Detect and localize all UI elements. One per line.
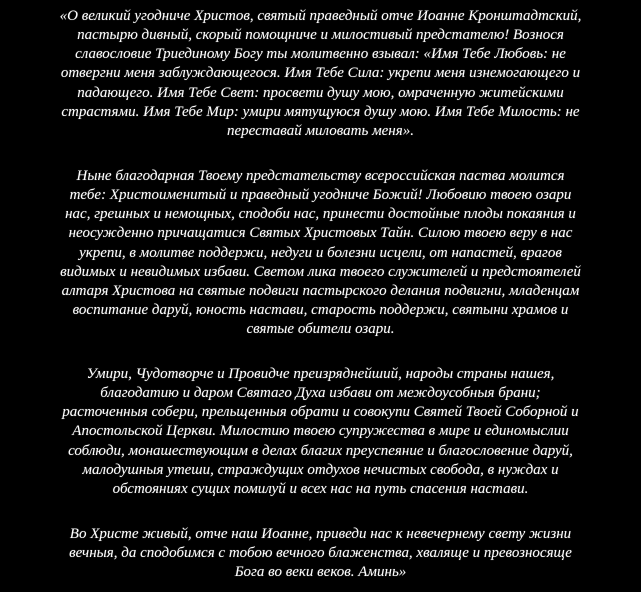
text-line: отвергни меня заблуждающегося. Имя Тебе Сила: укрепи меня изнемогающего и xyxy=(60,64,581,82)
text-line: расточенныя собери, прельщенныя обрати и совокупи Святей Твоей Соборной и xyxy=(62,403,579,421)
text-line: благодатию и даром Святаго Духа избави от междоусобныя брани; xyxy=(100,384,541,402)
prayer-paragraph-4 xyxy=(0,524,641,581)
text-line: тебе: Христоименитый и праведный угодниче Божий! Любовию твоею озари xyxy=(69,186,572,204)
text-line: Ныне благодарная Твоему предстательству всероссийская паства молится xyxy=(76,167,565,184)
text-line: падающего. Имя Тебе Свет: просвети душу мою, омраченную житейскими xyxy=(77,83,564,101)
text-line: вечныя, да сподобимся с тобою вечного блаженства, хваляще и превозносяще xyxy=(69,544,572,562)
text-line: «О великий угодниче Христов, святый праведный отче Иоанне Кронштадтский, xyxy=(59,7,582,24)
prayer-paragraph-1 xyxy=(0,6,641,140)
text-line: соблюди, монашествующим в делах благих преуспеяние и благословение даруй, xyxy=(68,441,573,459)
text-line: славословие Триединому Богу ты молитвенно взывал: «Имя Тебе Любовь: не xyxy=(75,45,566,63)
text-line: обстояниях сущих помилуй и всех нас на путь спасения настави. xyxy=(112,479,529,497)
prayer-paragraph-2 xyxy=(0,166,641,338)
text-line: Бога во веки веков. Аминь» xyxy=(234,563,407,581)
text-line: пастырю дивный, скорый помощниче и милостивый предстателю! Вознося xyxy=(77,26,564,44)
text-line: неосужденно причащатися Святых Христовых Тайн. Силою твоею веру в нас xyxy=(68,224,573,242)
text-line: алтаря Христова на святые подвиги пастырского делания подвигни, младенцам xyxy=(61,281,580,299)
text-line: Апостольской Церкви. Милостию твоею супружества в мире и единомыслии xyxy=(72,422,569,440)
text-line: малодушныя утеши, страждущих отдухов нечистых свобода, в нуждах и xyxy=(82,460,559,478)
prayer-paragraph-3 xyxy=(0,364,641,498)
text-line: переставай миловать меня». xyxy=(227,121,414,139)
text-line: святые обители озари. xyxy=(246,320,395,338)
text-line: нас, грешных и немощных, сподоби нас, принести достойные плоды покаяния и xyxy=(65,205,576,223)
text-line: Во Христе живый, отче наш Иоанне, приведи нас к невечернему свету жизни xyxy=(69,525,572,542)
text-line: воспитание даруй, юность настави, старость поддержи, святыни храмов и xyxy=(72,301,569,319)
text-line: Умири, Чудотворче и Провидче преизряднейший, народы страны нашея, xyxy=(86,365,555,382)
text-line: укрепи, в молитве поддержи, недуги и болезни исцели, от напастей, врагов xyxy=(79,243,562,261)
text-line: страстями. Имя Тебе Мир: умири мятущуюся душу мою. Имя Тебе Милость: не xyxy=(61,102,580,120)
text-line: видимых и невидимых избави. Светом лика твоего служителей и предстоятелей xyxy=(60,262,581,280)
